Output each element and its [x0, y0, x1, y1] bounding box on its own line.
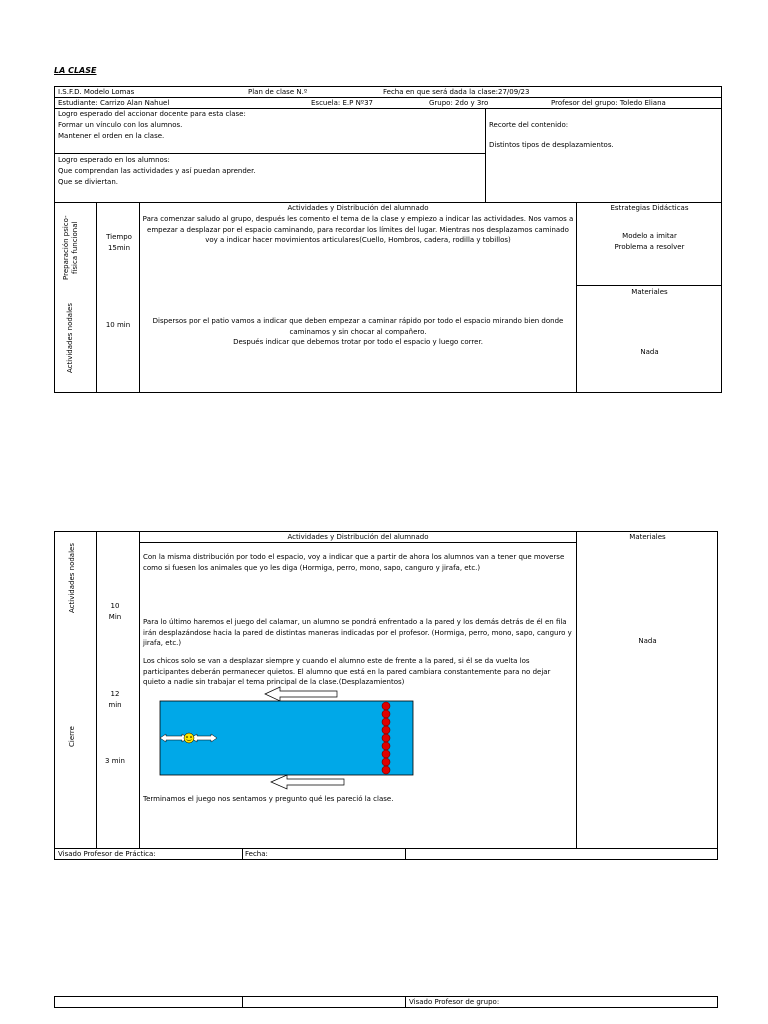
footer-div-1: [242, 848, 243, 860]
visado-practica: Visado Profesor de Práctica:: [58, 850, 156, 858]
visado-grupo: Visado Profesor de grupo:: [409, 998, 500, 1006]
plan-text: Plan de clase N.º: [248, 88, 308, 96]
materials-value-1: Nada: [640, 348, 659, 356]
footer-div-2: [405, 848, 406, 860]
player: [382, 726, 390, 734]
cierre-label: Cierre: [68, 726, 76, 748]
section2-text-4: Terminamos el juego nos sentamos y pregunto qué les pareció la clase.: [143, 795, 394, 803]
section2-text-2: Para lo último haremos el juego del calamar, un alumno se pondrá enfrentado a la pared y los demás detrás de él en fila irán desplazándose hacia la pared de distintas maneras indicadas por el profesor. (Hormiga, perro, mono, sapo, canguro y jirafa, etc.): [143, 618, 572, 647]
section2-text-1: Con la misma distribución por todo el espacio, voy a indicar que a partir de ahora los alumnos van a tener que moverse como si fuesen los animales que yo les diga (Hormiga, perro, mono, sapo, canguro y jirafa, etc.): [143, 553, 565, 572]
s1-row-divider: [576, 285, 722, 286]
time-3: 3 min: [105, 757, 125, 765]
top-arrow: [265, 687, 337, 701]
student-goal-2: Que se diviertan.: [58, 178, 119, 186]
time-2: 12 min: [108, 690, 122, 709]
date-text: Fecha en que será dada la clase:27/09/23: [383, 88, 530, 96]
teacher-goal-2: Mantener el orden en la clase.: [58, 132, 165, 140]
goals-hdivider: [54, 153, 485, 154]
goals-divider: [485, 108, 486, 203]
s2-col2: [139, 531, 140, 849]
smiley-eye: [186, 736, 188, 738]
content-title: Recorte del contenido:: [489, 121, 569, 129]
row2-text-2: Después indicar que debemos trotar por todo el espacio y luego correr.: [233, 338, 483, 346]
teacher-goal-title: Logro esperado del accionar docente para esta clase:: [58, 110, 246, 118]
time-1: 10 Min: [108, 602, 122, 621]
student-goal-title: Logro esperado en los alumnos:: [58, 156, 170, 164]
player: [382, 702, 390, 710]
player: [382, 710, 390, 718]
player: [382, 718, 390, 726]
fecha-label: Fecha:: [245, 850, 268, 858]
smiley-eye: [190, 736, 192, 738]
nodales-label-2: Actividades nodales: [68, 543, 76, 613]
school-text: Escuela: E.P Nº37: [311, 99, 374, 107]
activities-title-1: Actividades y Distribución del alumnado: [287, 204, 429, 212]
row2-time: 10 min: [105, 321, 131, 329]
s1-col2: [139, 202, 140, 393]
player: [382, 766, 390, 774]
teacher-goal-1: Formar un vínculo con los alumnos.: [58, 121, 183, 129]
player: [382, 734, 390, 742]
materials-title-1: Materiales: [631, 288, 668, 296]
smiley-face: [184, 733, 194, 743]
player-column: [382, 702, 390, 774]
squid-game-diagram: [155, 686, 417, 792]
section2-text-3: Los chicos solo se van a desplazar siempre y cuando el alumno este de frente a la pared, si él se da vuelta los participantes deberán permanecer quietos. El alumno que está en la pared cambiara constantemente para no dejar quieto a nadie sin trabajar el tema principal de la clase.(Desplazamientos): [143, 657, 551, 686]
row1-text: Para comenzar saludo al grupo, después les comento el tema de la clase y empiezo a indicar las actividades. Nos vamos a empezar a desplazar por el espacio caminando, para recordar los límites del lugar. Mientras nos desplazamos caminado voy a indicar hacer movimientos articulares(Cuello, Hombros, cadera, rodilla y tobillos): [142, 215, 574, 244]
strategies-title: Estrategias Didácticas: [610, 204, 689, 212]
teacher-text: Profesor del grupo: Toledo Eliana: [551, 99, 666, 107]
signature-row: [54, 996, 718, 1008]
materials-title-2: Materiales: [629, 533, 666, 541]
student-text: Estudiante: Carrizo Alan Nahuel: [58, 99, 170, 107]
player: [382, 750, 390, 758]
strategy-2: Problema a resolver: [614, 243, 685, 251]
s2-col1: [96, 531, 97, 849]
s2-col3: [576, 531, 577, 849]
s1-col1: [96, 202, 97, 393]
strategy-1: Modelo a imitar: [622, 232, 677, 240]
player: [382, 758, 390, 766]
nodales-label-1: Actividades nodales: [66, 303, 74, 373]
materials-value-2: Nada: [638, 637, 657, 645]
row1-time: Tiempo 15min: [106, 233, 132, 252]
bottom-arrow: [271, 775, 344, 789]
content-value: Distintos tipos de desplazamientos.: [489, 141, 614, 149]
document-title: LA CLASE: [54, 66, 97, 75]
row2-text-1: Dispersos por el patio vamos a indicar que deben empezar a caminar rápido por todo el espacio mirando bien donde caminamos y sin chocar al compañero.: [152, 317, 564, 336]
student-goal-1: Que comprendan las actividades y así puedan aprender.: [58, 167, 256, 175]
player: [382, 742, 390, 750]
preparation-label: Preparación psico-física funcional: [62, 215, 79, 281]
sig-div-1: [242, 996, 243, 1008]
sig-div-2: [405, 996, 406, 1008]
group-text: Grupo: 2do y 3ro: [429, 99, 489, 107]
institute-text: I.S.F.D. Modelo Lomas: [58, 88, 135, 96]
activities-title-2: Actividades y Distribución del alumnado: [287, 533, 429, 541]
